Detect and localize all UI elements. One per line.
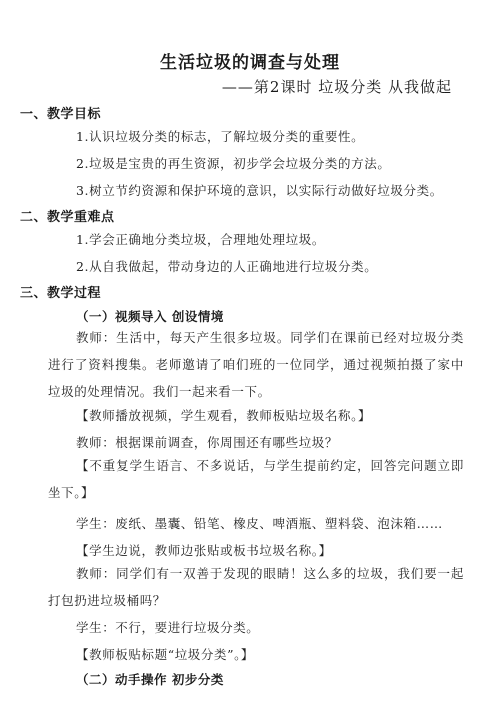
paragraph-teacher-praise: 教师：同学们有一双善于发现的眼睛！这么多的垃圾，我们要一起打包扔进垃圾桶吗？	[48, 566, 464, 608]
student-answer: 学生：废纸、墨囊、铅笔、橡皮、啤酒瓶、塑料袋、泡沫箱……	[76, 516, 443, 531]
objective-item: 3.树立节约资源和保护环境的意识，以实际行动做好垃圾分类。	[76, 183, 443, 198]
section-heading-process: 三、教学过程	[20, 286, 102, 301]
objective-item: 1.认识垃圾分类的标志，了解垃圾分类的重要性。	[76, 129, 365, 144]
subsection-heading-hands-on: （二）动手操作 初步分类	[76, 672, 224, 687]
stage-direction: 【教师板贴标题“垃圾分类”。】	[76, 647, 255, 662]
key-point-item: 2.从自我做起，带动身边的人正确地进行垃圾分类。	[76, 259, 378, 274]
student-answer: 学生：不行，要进行垃圾分类。	[76, 620, 260, 635]
section-heading-key-points: 二、教学重难点	[20, 210, 115, 225]
teacher-question: 教师：根据课前调查，你周围还有哪些垃圾？	[76, 435, 339, 450]
stage-direction: 【学生边说，教师边张贴或板书垃圾名称。】	[76, 543, 332, 558]
paragraph-teacher-intro: 教师：生活中，每天产生很多垃圾。同学们在课前已经对垃圾分类进行了资料搜集。老师邀请了咱们班的一位同学，通过视频拍摄了家中垃圾的处理情况。我们一起来看一下。	[48, 330, 464, 399]
paragraph-stage-note: 【不重复学生语言、不多说话，与学生提前约定，回答完问题立即坐下。】	[48, 458, 464, 500]
document-title: 生活垃圾的调查与处理	[160, 53, 340, 73]
stage-direction: 【教师播放视频，学生观看，教师板贴垃圾名称。】	[76, 408, 372, 423]
objective-item: 2.垃圾是宝贵的再生资源，初步学会垃圾分类的方法。	[76, 156, 391, 171]
document-subtitle: ——第2课时 垃圾分类 从我做起	[221, 78, 452, 96]
subsection-heading-video-intro: （一）视频导入 创设情境	[76, 309, 224, 324]
section-heading-objectives: 一、教学目标	[20, 107, 102, 122]
key-point-item: 1.学会正确地分类垃圾，合理地处理垃圾。	[76, 232, 325, 247]
